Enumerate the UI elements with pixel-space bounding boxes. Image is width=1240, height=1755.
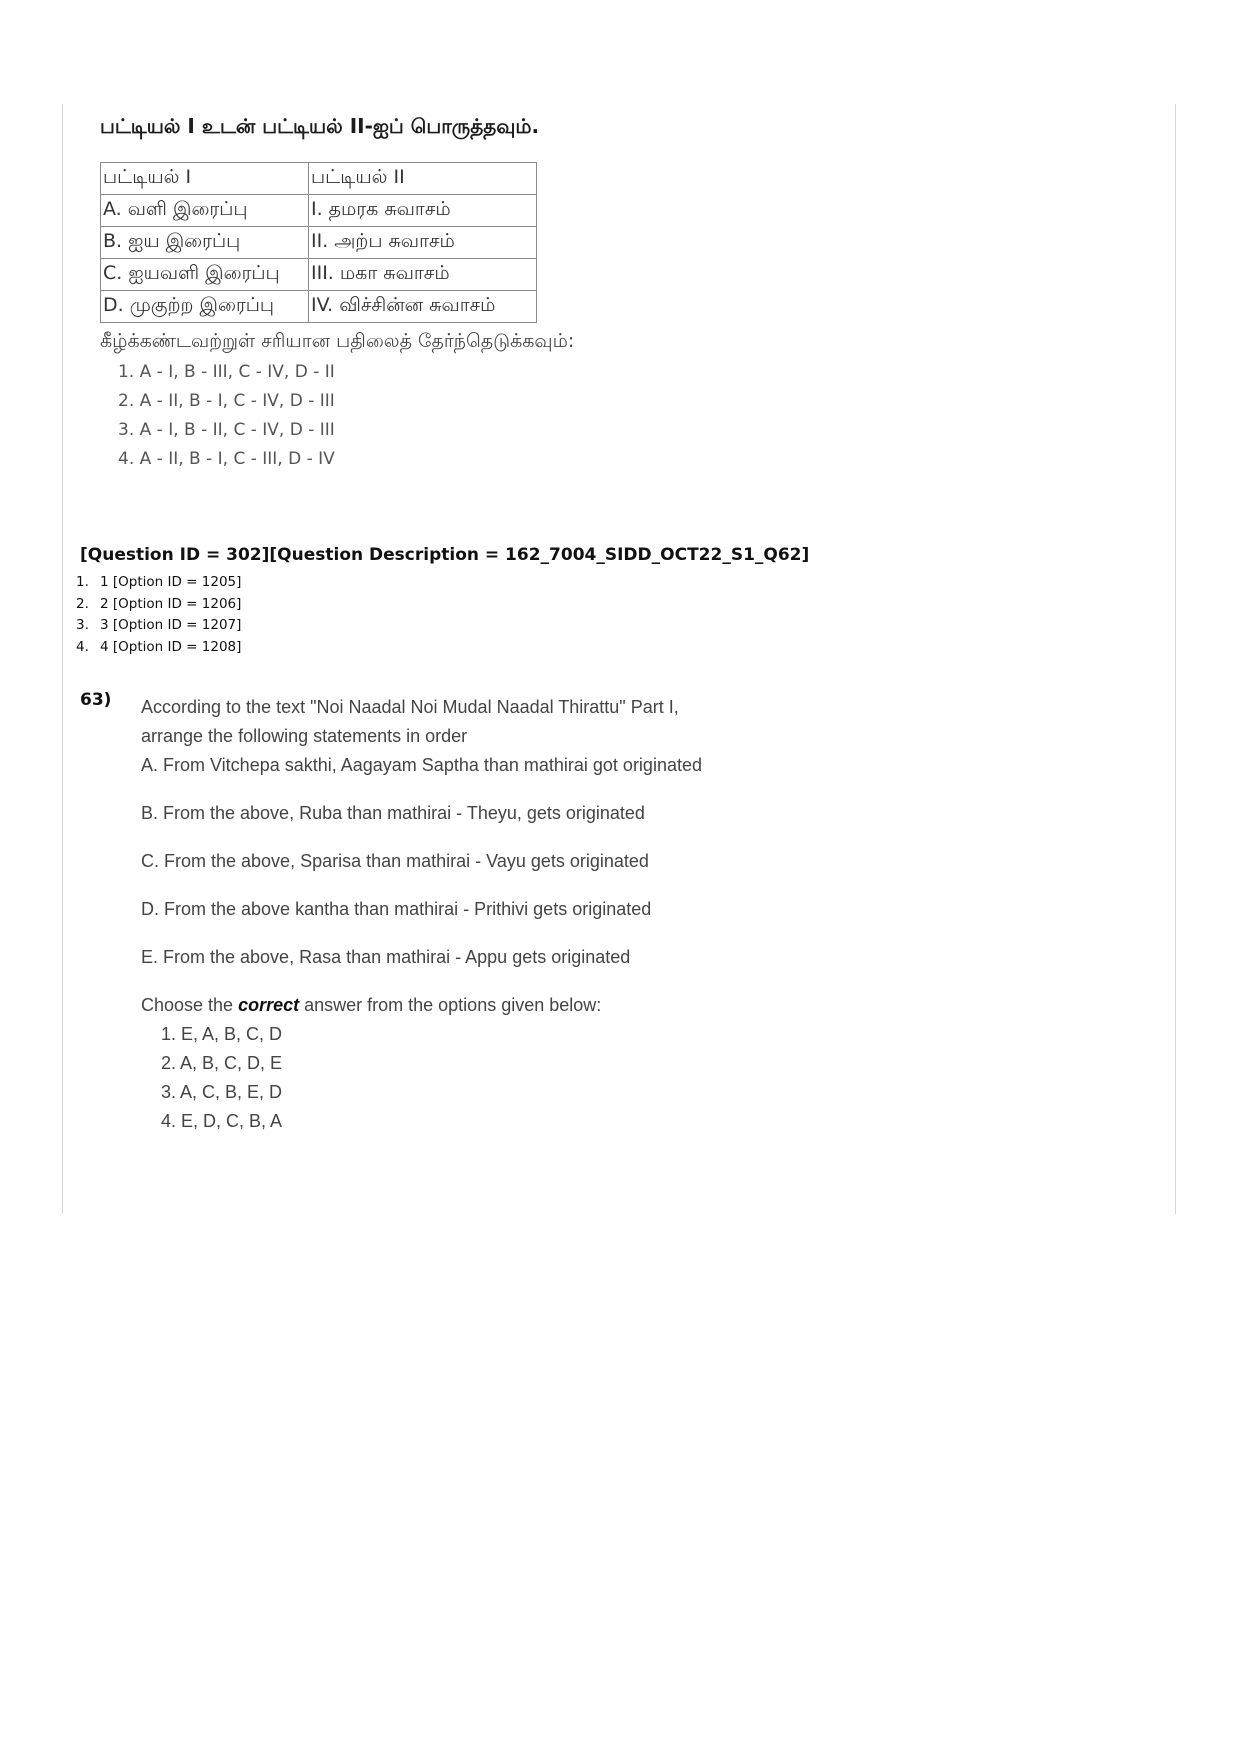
option-id-text: 2 [Option ID = 1206] — [100, 595, 242, 612]
option-id-item — [76, 572, 241, 594]
q63-statement: C. From the above, Sparisa than mathirai - Vayu gets originated — [141, 851, 649, 871]
option-id-number: 2. — [76, 595, 89, 612]
table-row — [101, 195, 537, 227]
option-id-item — [76, 594, 241, 616]
choose-text-post: answer from the options given below: — [299, 995, 602, 1015]
option-id-text: 3 [Option ID = 1207] — [100, 617, 242, 633]
option-id-text: 1 [Option ID = 1205] — [100, 574, 242, 590]
q63-option: 4. E, D, C, B, A — [161, 1111, 283, 1131]
table-cell: I. தமரக சுவாசம் — [309, 195, 537, 227]
question-number: 63) — [80, 690, 112, 710]
q63-choose-line — [141, 995, 601, 1016]
choose-text-pre: Choose the — [141, 995, 239, 1015]
table-row — [101, 259, 537, 291]
option-item: 1. A - I, B - III, C - IV, D - II — [118, 362, 335, 382]
table-header-cell: பட்டியல் II — [309, 163, 537, 195]
table-cell: B. ஐய இரைப்பு — [101, 227, 309, 259]
table-header-row — [101, 163, 537, 195]
q62-instruction: கீழ்க்கண்டவற்றுள் சரியான பதிலைத் தேர்ந்தெடுக்கவும்: — [100, 330, 575, 352]
option-id-text: 4 [Option ID = 1208] — [100, 638, 242, 655]
q63-statement: A. From Vitchepa sakthi, Aagayam Saptha than mathirai got originated — [141, 755, 702, 775]
table-cell: II. அற்ப சுவாசம் — [309, 227, 537, 259]
q63-option: 1. E, A, B, C, D — [161, 1024, 283, 1044]
q63-intro-line-1: According to the text "Noi Naadal Noi Mudal Naadal Thirattu" Part I, — [141, 697, 679, 717]
table-header-cell: பட்டியல் I — [101, 163, 309, 195]
option-item: 4. A - II, B - I, C - III, D - IV — [118, 449, 335, 469]
q63-option: 3. A, C, B, E, D — [161, 1082, 283, 1102]
q62-heading: பட்டியல் I உடன் பட்டியல் II-ஐப் பொருத்தவும். — [100, 114, 540, 138]
choose-text-bold: correct — [238, 995, 300, 1015]
page-border-right — [1175, 104, 1176, 1214]
table-row — [101, 291, 537, 323]
option-id-item — [76, 615, 241, 637]
q63-option: 2. A, B, C, D, E — [161, 1053, 283, 1073]
q62-options — [118, 358, 335, 474]
option-id-item — [76, 637, 241, 659]
table-row — [101, 227, 537, 259]
table-cell: IV. விச்சின்ன சுவாசம் — [309, 291, 537, 323]
option-id-number: 3. — [76, 617, 89, 633]
table-cell: D. முகுற்ற இரைப்பு — [101, 291, 309, 323]
option-item: 3. A - I, B - II, C - IV, D - III — [118, 420, 335, 440]
question-id-line: [Question ID = 302][Question Description = 162_7004_SIDD_OCT22_S1_Q62] — [80, 545, 810, 565]
table-cell: III. மகா சுவாசம் — [309, 259, 537, 291]
q63-statement: D. From the above kantha than mathirai - Prithivi gets originated — [141, 899, 652, 919]
q63-statement: B. From the above, Ruba than mathirai - Theyu, gets originated — [141, 803, 645, 823]
q63-intro-line-2: arrange the following statements in order — [141, 726, 468, 746]
option-id-number: 1. — [76, 574, 89, 590]
match-table — [100, 162, 537, 323]
option-id-list — [76, 572, 241, 658]
table-cell: C. ஐயவளி இரைப்பு — [101, 259, 309, 291]
table-cell: A. வளி இரைப்பு — [101, 195, 309, 227]
page-border-left — [62, 104, 63, 1214]
option-item: 2. A - II, B - I, C - IV, D - III — [118, 391, 335, 411]
q63-statement: E. From the above, Rasa than mathirai - Appu gets originated — [141, 947, 631, 967]
option-id-number: 4. — [76, 638, 89, 655]
